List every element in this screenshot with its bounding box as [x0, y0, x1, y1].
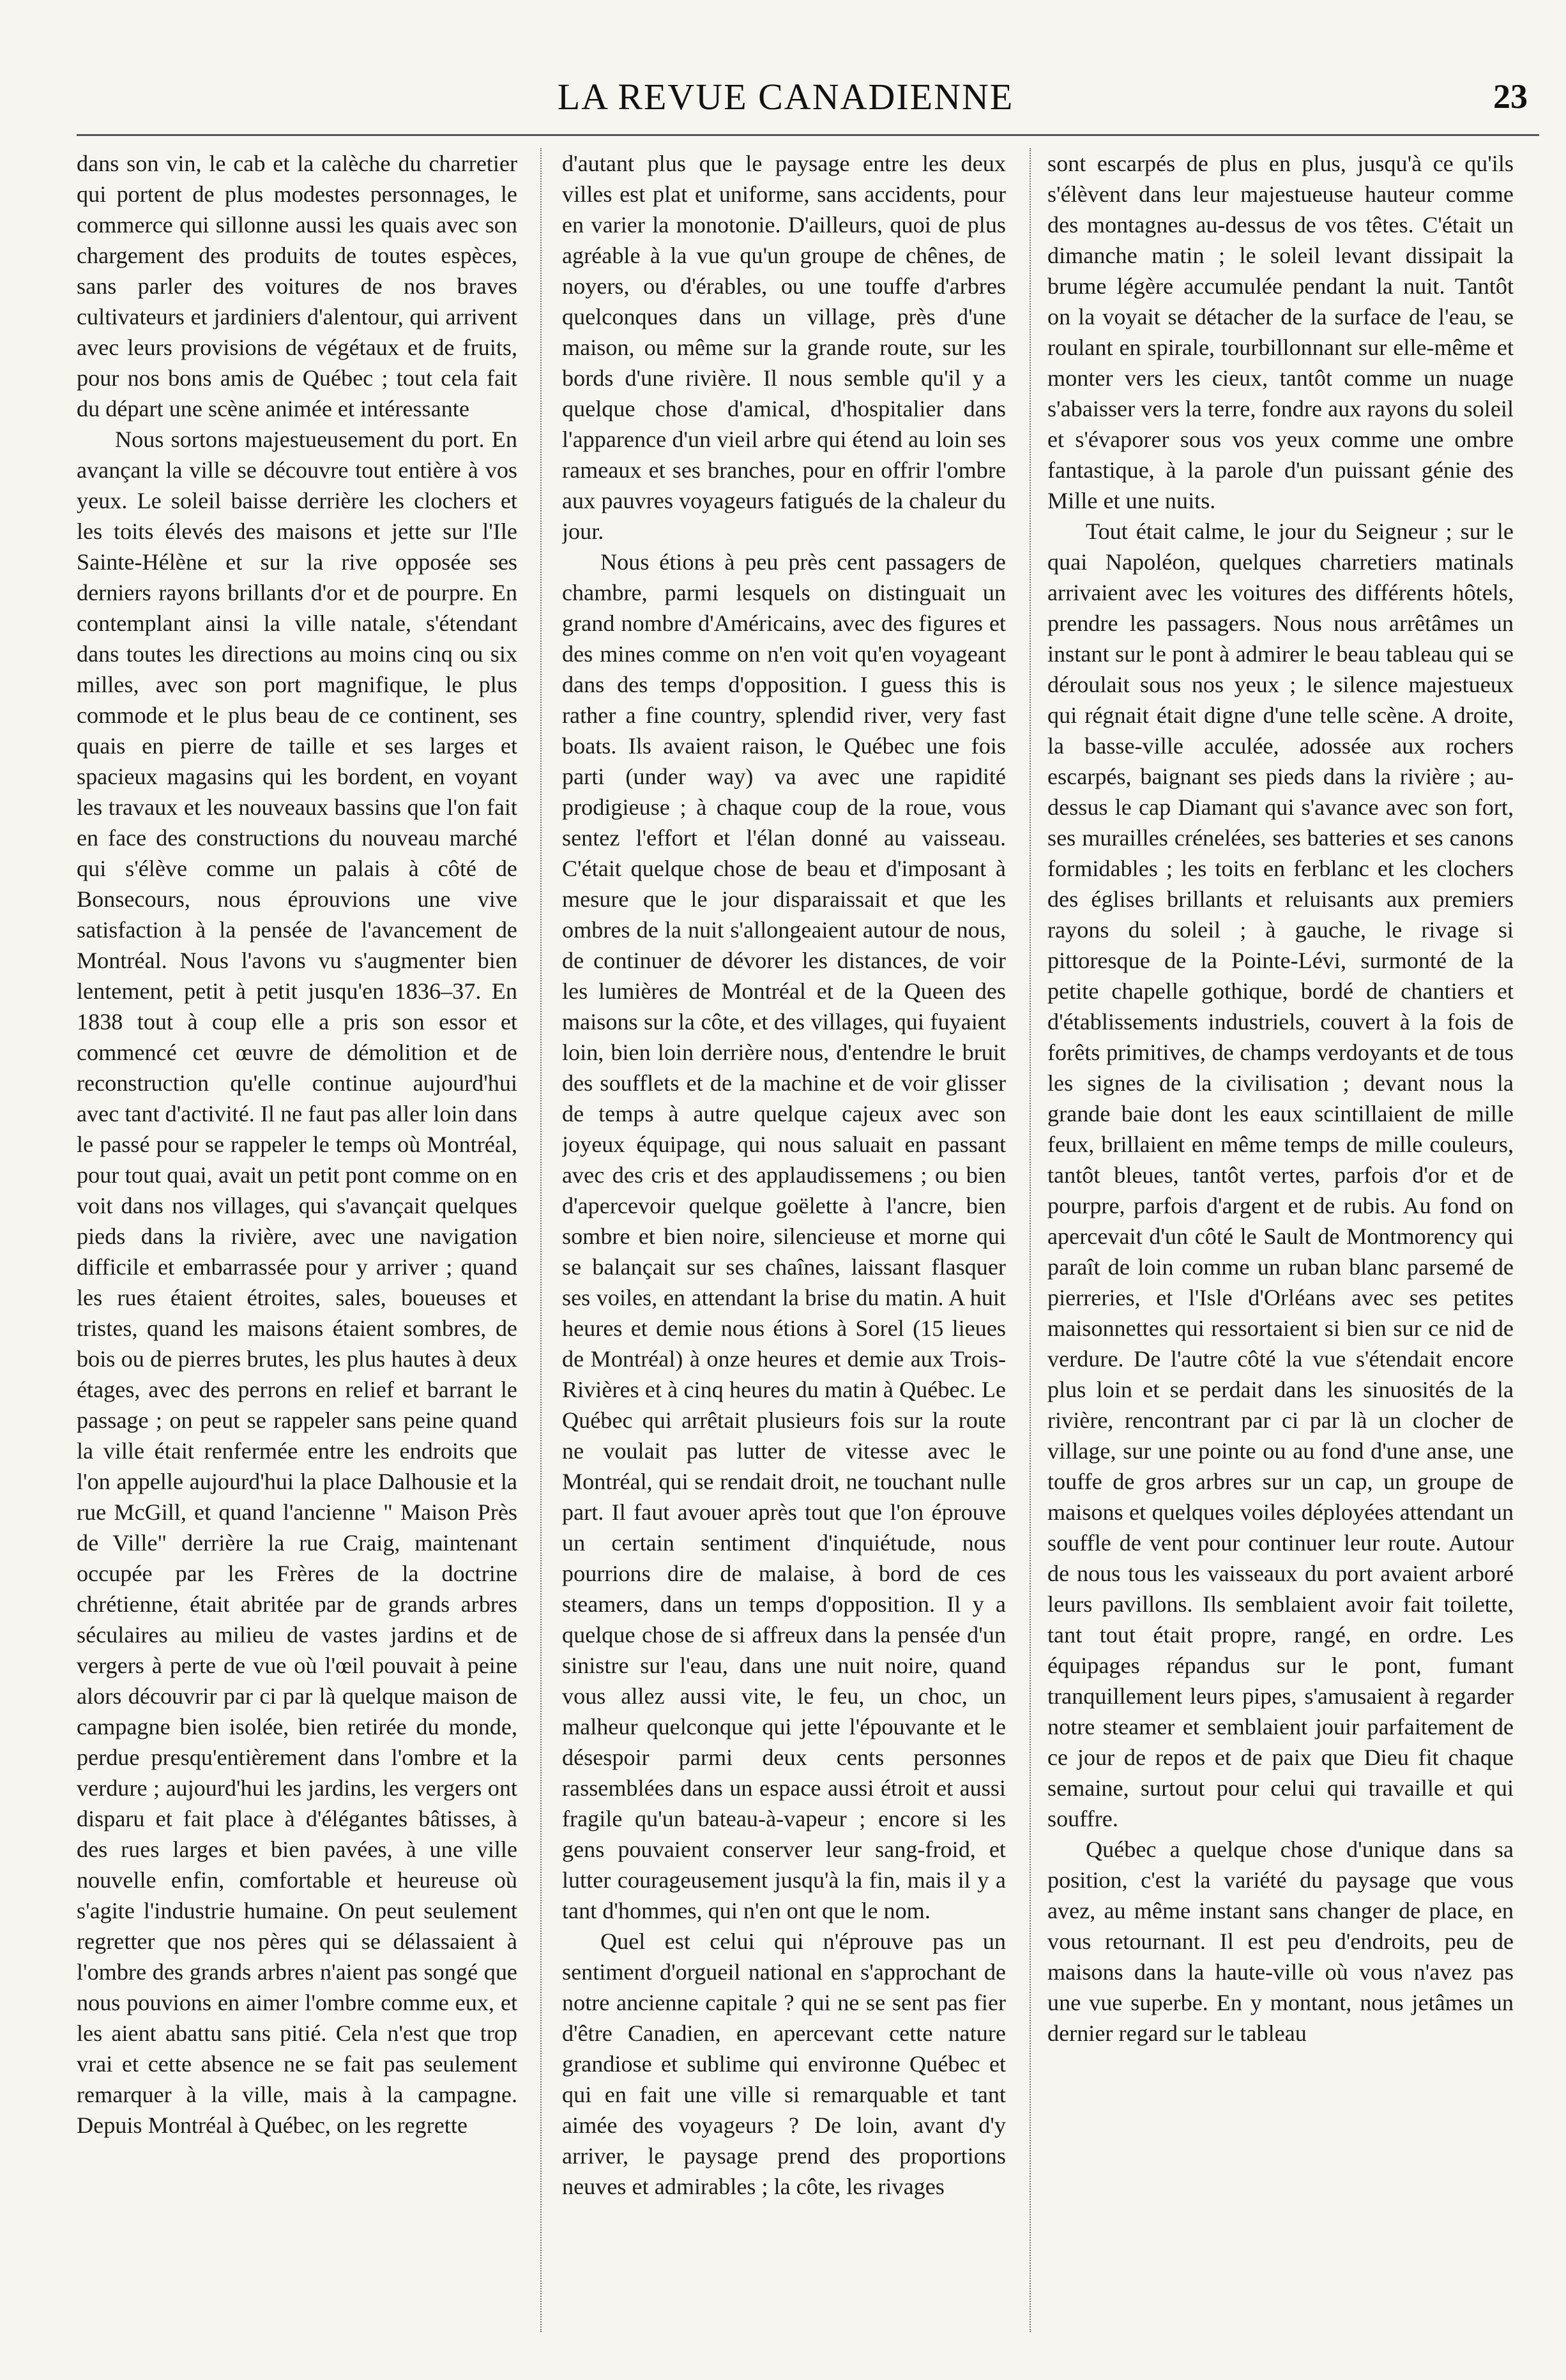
column-divider	[1030, 148, 1031, 2332]
running-title: LA REVUE CANADIENNE	[557, 76, 1014, 117]
text-column-3	[1047, 148, 1514, 2332]
header-rule	[77, 134, 1539, 136]
paragraph: sont escarpés de plus en plus, jusqu'à ce qu'ils s'élèvent dans leur majestueuse hauteur comme des montagnes au-dessus de vos têtes. C'était un dimanche matin ; le soleil levant dissipait la brume légère accumulée pendant la nuit. Tantôt on la voyait se détacher de la surface de l'eau, se roulant en spirale, tourbillonnant sur elle-même et monter vers les cieux, tantôt comme un nuage s'abaisser vers la terre, fondre aux rayons du soleil et s'évaporer sous vos yeux comme une ombre fantastique, à la parole d'un puissant génie des Mille et une nuits.	[1047, 151, 1514, 513]
paragraph: Québec a quelque chose d'unique dans sa position, c'est la variété du paysage que vous avez, au même instant sans changer de place, en vous retournant. Il est peu d'endroits, peu de maisons dans la haute-ville où vous n'avez pas une vue superbe. En y montant, nous jetâmes un dernier regard sur le tableau	[1047, 1837, 1514, 2046]
paragraph: dans son vin, le cab et la calèche du charretier qui portent de plus modestes personnages, le commerce qui sillonne aussi les quais avec son chargement des produits de toutes espèces, sans parler des voitures de nos braves cultivateurs et jardiniers d'alentour, qui arrivent avec leurs provisions de végétaux et de fruits, pour nos bons amis de Québec ; tout cela fait du départ une scène animée et intéressante	[77, 151, 517, 421]
paragraph: d'autant plus que le paysage entre les deux villes est plat et uniforme, sans accidents, pour en varier la monotonie. D'ailleurs, quoi de plus agréable à la vue qu'un groupe de chênes, de noyers, ou d'érables, ou une touffe d'arbres quelconques dans un village, près d'une maison, ou même sur la grande route, sur les bords d'une rivière. Il nous semble qu'il y a quelque chose d'amical, d'hospitalier dans l'apparence d'un vieil arbre qui étend au loin ses rameaux et ses branches, pour en offrir l'ombre aux pauvres voyageurs fatigués de la chaleur du jour.	[562, 151, 1006, 544]
column-divider	[540, 148, 542, 2332]
paragraph: Tout était calme, le jour du Seigneur ; sur le quai Napoléon, quelques charretiers matinals arrivaient avec les voitures des différents hôtels, prendre les passagers. Nous nous arrêtâmes un instant sur le pont à admirer le beau tableau qui se déroulait sous nos yeux ; le silence majestueux qui régnait était digne d'une telle scène. A droite, la basse-ville acculée, adossée aux rochers escarpés, baignant ses pieds dans la rivière ; au-dessus le cap Diamant qui s'avance avec son fort, ses murailles crénelées, ses batteries et ses canons formidables ; les toits en ferblanc et les clochers des églises brillants et reluisants aux premiers rayons du soleil ; à gauche, le rivage si pittoresque de la Pointe-Lévi, surmonté de la petite chapelle gothique, bordé de chantiers et d'établissements industriels, couvert à la fois de forêts primitives, de champs verdoyants et de tous les signes de la civilisation ; devant nous la grande baie dont les eaux scintillaient de mille feux, brillaient en même temps de mille couleurs, tantôt bleues, tantôt vertes, parfois d'or et de pourpre, parfois d'argent et de rubis. Au fond on apercevait d'un côté le Sault de Montmorency qui paraît de loin comme un ruban blanc parsemé de pierreries, et l'Isle d'Orléans avec ses petites maisonnettes qui ressortaient si bien sur ce nid de verdure. De l'autre côté la vue s'étendait encore plus loin et se perdait dans les sinuosités de la rivière, rencontrant par ci par là un clocher de village, sur une pointe ou au fond d'une anse, une touffe de gros arbres sur un cap, un groupe de maisons et quelques voiles déployées attendant un souffle de vent pour continuer leur route. Autour de nous tous les vaisseaux du port avaient arboré leurs pavillons. Ils semblaient avoir fait toilette, tant tout était propre, rangé, en ordre. Les équipages répandus sur le pont, fumant tranquillement leurs pipes, s'amusaient à regarder notre steamer et semblaient jouir parfaitement de ce jour de repos et de paix que Dieu fit chaque semaine, surtout pour celui qui travaille et qui souffre.	[1047, 519, 1514, 1831]
paragraph: Quel est celui qui n'éprouve pas un sentiment d'orgueil national en s'approchant de notre ancienne capitale ? qui ne se sent pas fier d'être Canadien, en apercevant cette nature grandiose et sublime qui environne Québec et qui en fait une ville si remarquable et tant aimée des voyageurs ? De loin, avant d'y arriver, le paysage prend des proportions neuves et admirables ; la côte, les rivages	[562, 1929, 1006, 2199]
text-column-1	[77, 148, 517, 2332]
paragraph: Nous sortons majestueusement du port. En avançant la ville se découvre tout entière à vos yeux. Le soleil baisse derrière les clochers et les toits élevés des maisons et jette sur l'Ile Sainte-Hélène et sur la rive opposée ses derniers rayons brillants d'or et de pourpre. En contemplant ainsi la ville natale, s'étendant dans toutes les directions au moins cinq ou six milles, avec son port magnifique, le plus commode et le plus beau de ce continent, ses quais en pierre de taille et ses larges et spacieux magasins qui les bordent, en voyant les travaux et les nouveaux bassins que l'on fait en face des constructions du nouveau marché qui s'élève comme un palais à côté de Bonsecours, nous éprouvions une vive satisfaction à la pensée de l'avancement de Montréal. Nous l'avons vu s'augmenter bien lentement, petit à petit jusqu'en 1836–37. En 1838 tout à coup elle a pris son essor et commencé cet œuvre de démolition et de reconstruction qu'elle continue aujourd'hui avec tant d'activité. Il ne faut pas aller loin dans le passé pour se rappeler le temps où Montréal, pour tout quai, avait un petit pont comme on en voit dans nos villages, qui s'avançait quelques pieds dans la rivière, avec une navigation difficile et embarrassée pour y arriver ; quand les rues étaient étroites, sales, boueuses et tristes, quand les maisons étaient sombres, de bois ou de pierres brutes, les plus hautes à deux étages, avec des perrons en relief et barrant le passage ; on peut se rappeler sans peine quand la ville était renfermée entre les endroits que l'on appelle aujourd'hui la place Dalhousie et la rue McGill, et quand l'ancienne " Maison Près de Ville" derrière la rue Craig, maintenant occupée par les Frères de la doctrine chrétienne, était abritée par de grands arbres séculaires au milieu de vastes jardins et de vergers à perte de vue où l'œil pouvait à peine alors découvrir par ci par là quelque maison de campagne bien isolée, bien retirée du monde, perdue presqu'entièrement dans l'ombre et la verdure ; aujourd'hui les jardins, les vergers ont disparu et fait place à d'élégantes bâtisses, à des rues larges et bien pavées, à une ville nouvelle enfin, comfortable et heureuse où s'agite l'industrie humaine. On peut seulement regretter que nos pères qui se délassaient à l'ombre des grands arbres n'aient pas songé que nous pouvions en aimer l'ombre comme eux, et les aient abattu sans pitié. Cela n'est que trop vrai et cette absence ne se fait pas seulement remarquer à la ville, mais à la campagne. Depuis Montréal à Québec, on les regrette	[77, 427, 517, 2138]
text-column-2	[562, 148, 1006, 2332]
paragraph: Nous étions à peu près cent passagers de chambre, parmi lesquels on distinguait un grand nombre d'Américains, avec des figures et des mines comme on n'en voit qu'en voyageant dans des temps d'opposition. I guess this is rather a fine country, splendid river, very fast boats. Ils avaient raison, le Québec une fois parti (under way) va avec une rapidité prodigieuse ; à chaque coup de la roue, vous sentez l'effort et l'élan donné au vaisseau. C'était quelque chose de beau et d'imposant à mesure que le jour disparaissait et que les ombres de la nuit s'allongeaient autour de nous, de continuer de dévorer les distances, de voir les lumières de Montréal et de la Queen des maisons sur la côte, et des villages, qui fuyaient loin, bien loin derrière nous, d'entendre le bruit des soufflets et de la machine et de voir glisser de temps à autre quelque cajeux avec son joyeux équipage, qui nous saluait en passant avec des cris et des applaudissemens ; ou bien d'apercevoir quelque goëlette à l'ancre, bien sombre et bien noire, silencieuse et morne qui se balançait sur ses chaînes, laissant flasquer ses voiles, en attendant la brise du matin. A huit heures et demie nous étions à Sorel (15 lieues de Montréal) à onze heures et demie aux Trois-Rivières et à cinq heures du matin à Québec. Le Québec qui arrêtait plusieurs fois sur la route ne voulait pas lutter de vitesse avec le Montréal, qui se rendait droit, ne touchant nulle part. Il faut avouer après tout que l'on éprouve un certain sentiment d'inquiétude, nous pourrions dire de malaise, à bord de ces steamers, dans un temps d'opposition. Il y a quelque chose de si affreux dans la pensée d'un sinistre sur l'eau, dans une nuit noire, quand vous allez aussi vite, le feu, un choc, un malheur quelconque qui jette l'épouvante et le désespoir parmi deux cents personnes rassemblées dans un espace aussi étroit et aussi fragile qu'un bateau-à-vapeur ; encore si les gens pouvaient conserver leur sang-froid, et lutter courageusement jusqu'à la fin, mais il y a tant d'hommes, qui n'en ont que le nom.	[562, 549, 1006, 1923]
page-number: 23	[1493, 77, 1528, 116]
